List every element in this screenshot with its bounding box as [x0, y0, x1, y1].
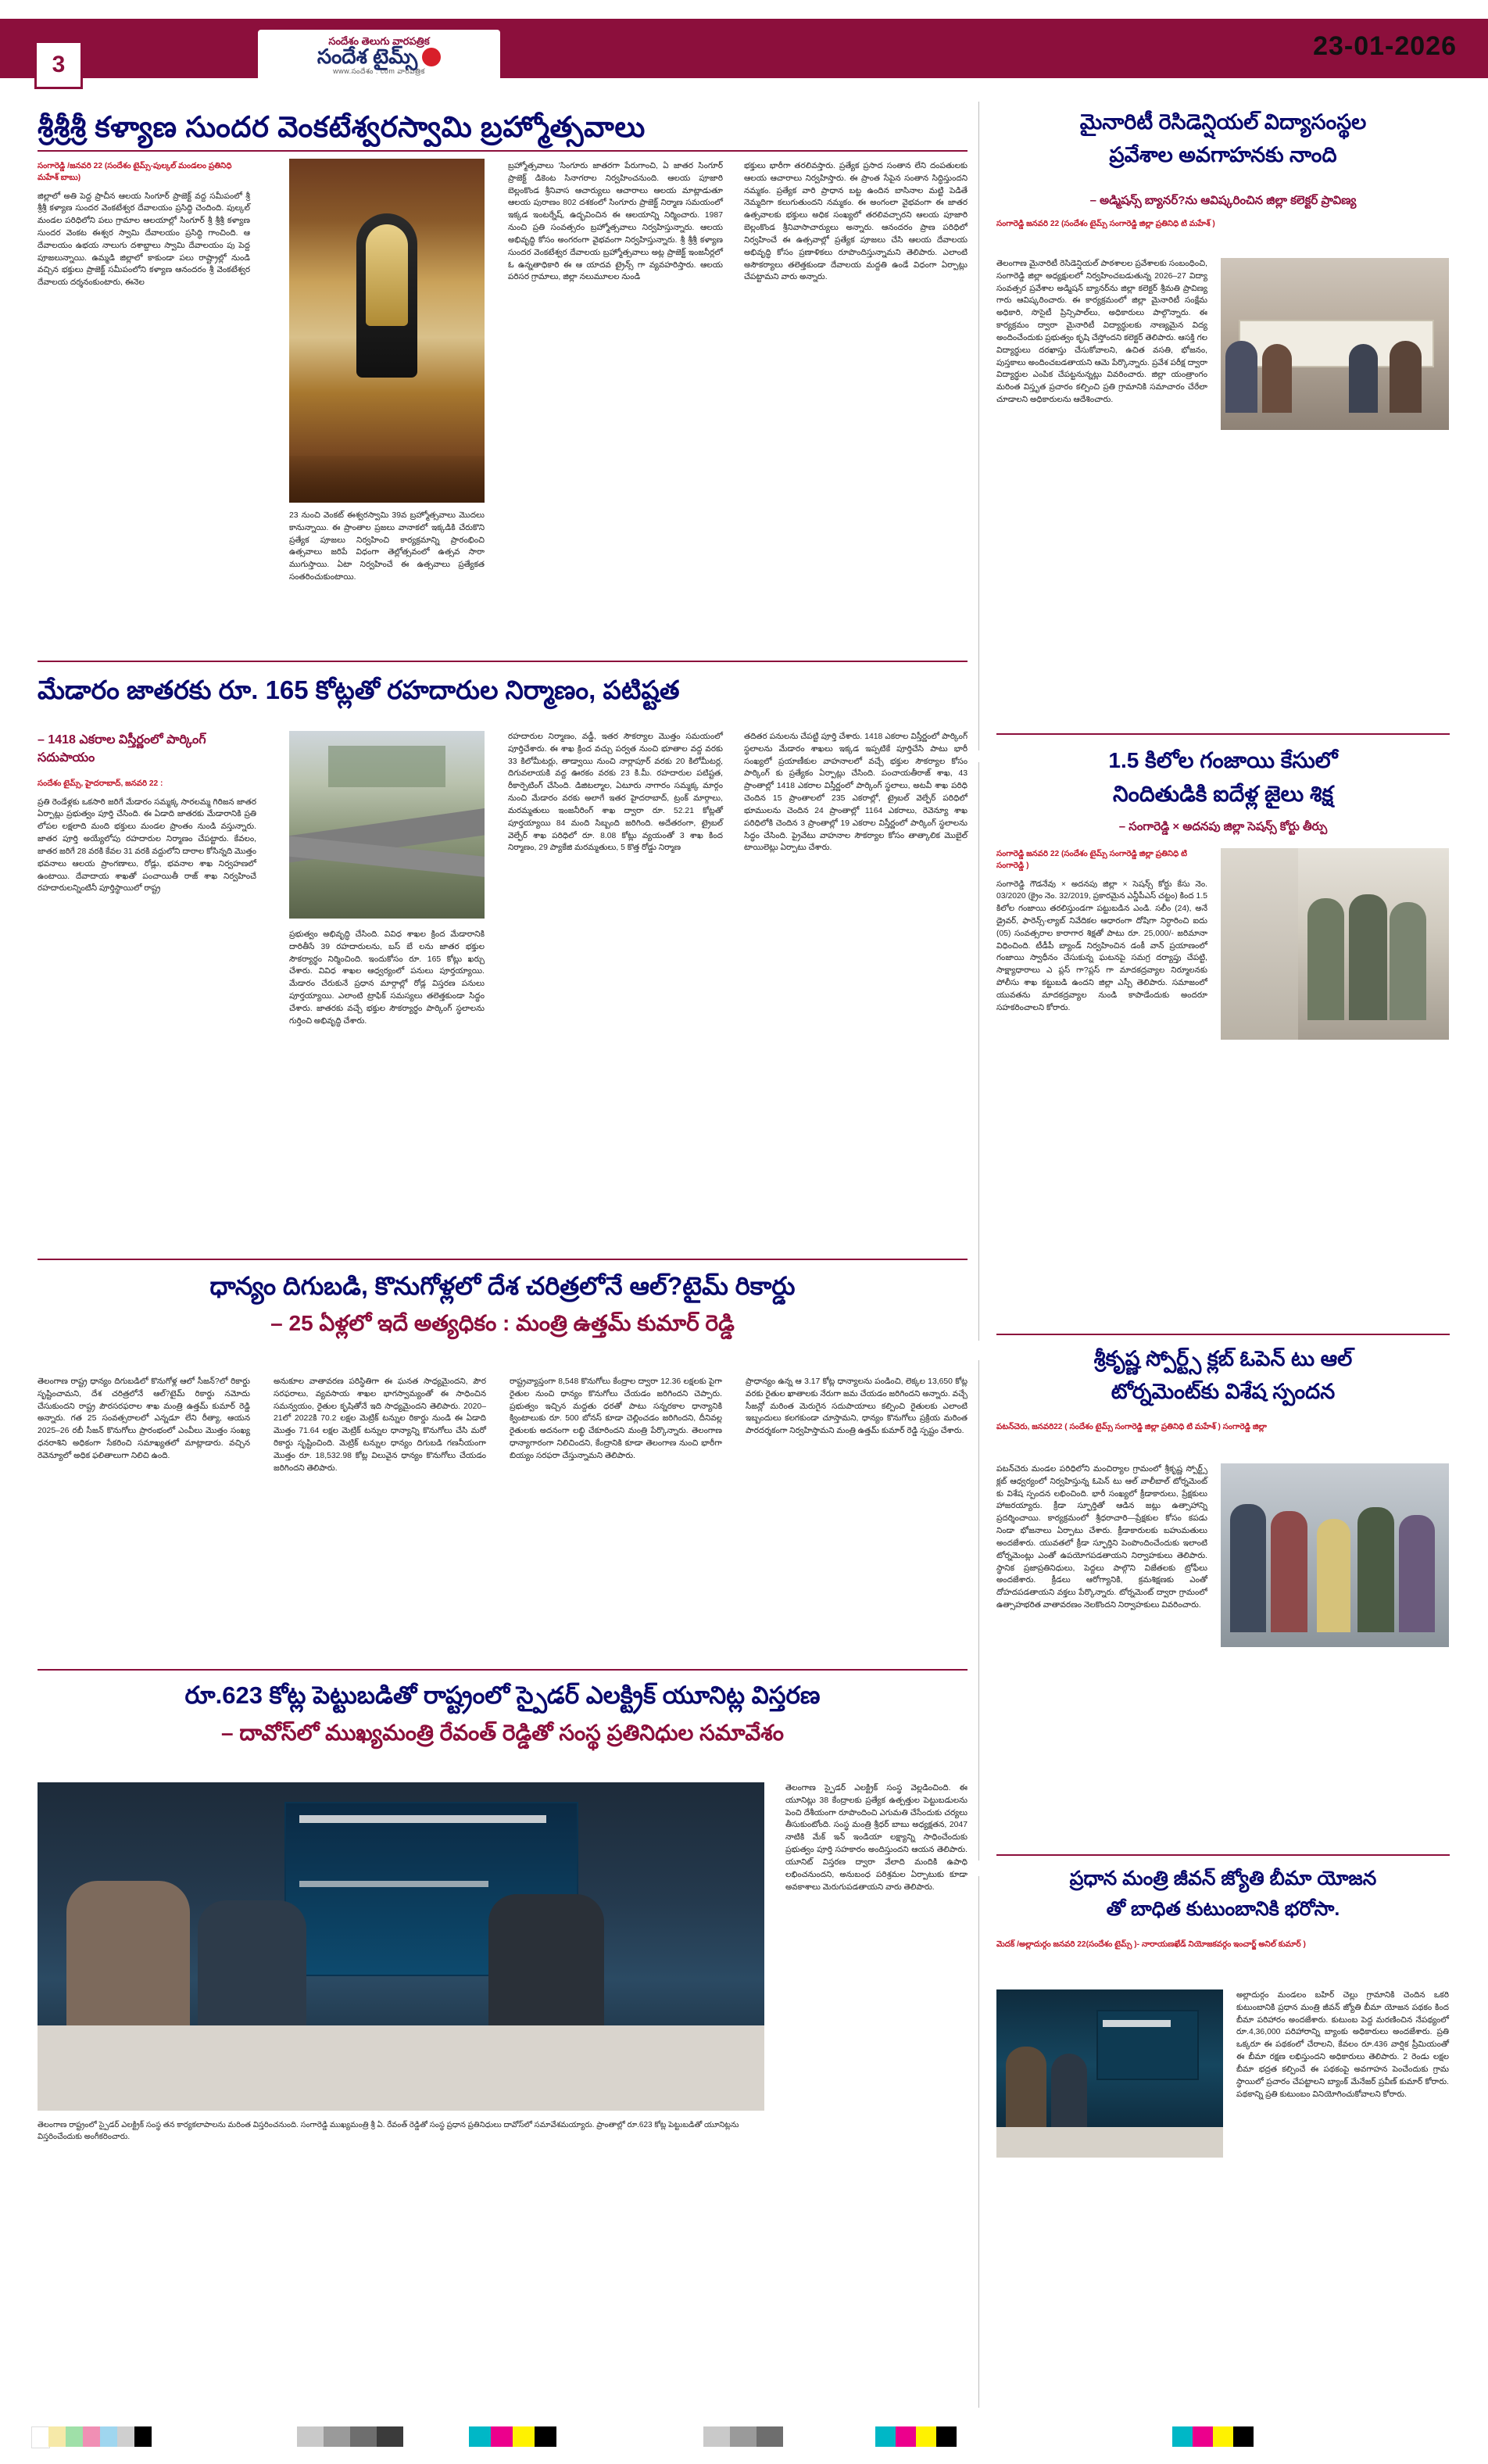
section-rule-1 — [38, 661, 968, 662]
sports-headline-2: టోర్నమెంట్‌కు విశేష స్పందన — [1111, 1379, 1336, 1403]
column-divider-2 — [978, 762, 979, 1341]
swatch-m2-1 — [469, 2426, 491, 2447]
jeevan-body: అల్లాదుర్గం మండలం బహిర్ చెల్లు గ్రామానికి చెందిన ఒకరి కుటుంబానికి ప్రధాన మంత్రి జీవన్ జ్యోతి బీమా యోజన పథకం కింద బీమా పరిహారం అందజేశారు. కుటుంబ పెద్ద మరణించిన నేపథ్యంలో రూ.4,36,000 పరిహారాన్ని బ్యాంకు అధికారులు అందజేశారు. ప్రతి ఒక్కరూ ఈ పథకంలో చేరాలని, కేవలం రూ.436 వార్షిక ప్రీమియంతో ఈ బీమా రక్షణ లభిస్తుందని అధికారులు తెలిపారు. 2 రెండు లక్షల బీమా భద్రత కల్పించే ఈ పథకంపై అవగాహన పెంచేందుకు గ్రామ స్థాయిలో ప్రచారం చేపట్టాలని బ్యాంక్ మేనేజర్ ప్రవీణ్ కుమార్ కోరారు. పథకాన్ని ప్రతి కుటుంబం వినియోగించుకోవాలని కోరారు. — [1236, 1991, 1449, 2099]
dhanyam-col3: రాష్ట్రవ్యాప్తంగా 8,548 కొనుగోలు కేంద్రాల ద్వారా 12.36 లక్షలకు పైగా రైతుల నుంచి ధాన్యం కొనుగోలు చేయడం జరిగిందని చెప్పారు. ప్రభుత్వం ఇచ్చిన మద్దతు ధరతో పాటు సన్నరకాల ధాన్యానికి క్వింటాలుకు రూ. 500 బోనస్ కూడా చెల్లించడం జరిగిందని, దీనివల్ల రైతులకు అదనంగా లబ్ధి చేకూరిందని మంత్రి పేర్కొన్నారు. తెలంగాణ ధాన్యాగారంగా నిలిచిందని, కేంద్రానికి కూడా తెలంగాణ నుంచి భారీగా బియ్యం సరఫరా చేస్తున్నామని తెలిపారు. — [510, 1377, 722, 1460]
ganja-police-photo — [1221, 848, 1449, 1040]
swatch-r-1 — [875, 2426, 896, 2447]
swatch-m1-1 — [297, 2426, 324, 2447]
registration-color-bars — [0, 2426, 1488, 2447]
minority-headline-2: ప్రవేశాల అవగాహనకు నాంది — [1109, 142, 1337, 167]
swatch-l-4 — [83, 2426, 100, 2447]
swatch-m2-3 — [513, 2426, 535, 2447]
swatch-m1-3 — [350, 2426, 377, 2447]
ganja-credit: సంగారెడ్డి జనవరి 22 (సందేశం టైమ్స్ సంగారెడ్డి జిల్లా ప్రతినిధి టి సంగారెడ్డి ) — [996, 850, 1187, 871]
issue-date: 23-01-2026 — [1313, 31, 1457, 61]
swatch-r-8 — [1233, 2426, 1254, 2447]
medaram-credit: సందేశం టైమ్స్, హైదరాబాద్, జనవరి 22 : — [38, 779, 163, 789]
venkateswara-col2: 23 నుంచి వెంకట్ ఈశ్వరస్వామి 39వ బ్రహ్మోత్సవాలు మొదలు కానున్నాయి. ఈ ప్రాంతాల ప్రజలు వానాకలో ఇక్కడికి చేరుకొని ప్రత్యేక పూజలు నిర్వహించి కార్యక్రమాన్ని ప్రారంభించి ఉత్సవాలు జరిపే విధంగా తెల్లోత్సవంలో ఉత్సవ సారా ముగుస్తాయి. ఏటా నిర్వహించే ఈ ఉత్సవాలు ప్రత్యేకత సంతరించుకుంటాయి. — [289, 511, 485, 582]
swatch-r-6 — [1193, 2426, 1213, 2447]
ganja-headline-1: 1.5 కిలోల గంజాయి కేసులో — [1108, 748, 1338, 772]
swatch-r-5 — [1172, 2426, 1193, 2447]
spider-headline-1: రూ.623 కోట్ల పెట్టుబడితో రాష్ట్రంలో స్పైడర్ ఎలక్ట్రిక్ యూనిట్ల విస్తరణ — [184, 1681, 821, 1709]
sports-credit: పటన్‌చెరు, జనవరి22 ( సందేశం టైమ్స్ సంగారెడ్డి జిల్లా ప్రతినిధి టి మహేశ్ ) సంగారెడ్డి జిల్లా — [996, 1423, 1267, 1431]
swatch-m2-2 — [491, 2426, 513, 2447]
ganja-body: సంగారెడ్డి గౌడనేవు × అదనపు జిల్లా × సెషన్స్ కోర్టు కేసు నెం. 03/2020 (క్రైం నెం. 32/2019, ప్రకారమైన ఎన్డీపీఎస్ చట్టం) కింద 1.5 కిలోల గంజాయి తరలిస్తుండగా పట్టుబడిన ఎండి. సలీం (24), అనే డ్రైవర్, ఫారెన్స్-ల్యాబ్ నివేదికల ఆధారంగా దోషిగా నిర్ధారించి ఐదు (05) సంవత్సరాల కారాగార శిక్షతో పాటు రూ. 25,000/- జరిమానా విధించింది. టీడీపీ బ్యాండ్ నిర్వహించిన డంకీ వాన్ ప్రయాణంలో గంజాయి స్వాధీనం చేసుకున్న ఘటనపై సమగ్ర దర్యాప్తు చేపట్టి, సాక్ష్యాధారాలు ఎ ప్లస్ గా?ప్లస్ గా మాదకద్రవ్యాల నిర్మూలనకు పోలీసు శాఖ కట్టుబడి ఉందని జిల్లా ఎస్పీ తెలిపారు. సమాజంలో యువతను మాదకద్రవ్యాల నుండి కాపాడేందుకు అందరూ సహకరించాలని కోరారు. — [996, 879, 1207, 1012]
minority-event-photo — [1221, 258, 1449, 430]
venkateswara-col1: జిల్లాలో అతి పెద్ద ప్రాచీన ఆలయ సింగూర్ ప్రాజెక్ట్ వద్ద సమీపంలో శ్రీ శ్రీశ్రీ కళ్యాణ సుందర వెంకటేశ్వర దేవాలయం ప్రసిద్ధి చెందింది. పుల్కల్ మండల పరిధిలోని పలు గ్రామాల ఆలయాల్లో సింగూర్ శ్రీ శ్రీశ్రీ కళ్యాణ సుందర వెంకట ఈశ్వర స్వామి దేవాలయం ప్రసిద్ధి గాంచింది. ఆ దేవాలయం ఉభయ నాలుగు దశాబ్దాలు స్వామి దేవాలయం పు పెద్ద పూజలున్నాయి. ఉమ్మడి జిల్లాలో కాకుండా పలు రాష్ట్రాల్లో నుండి వచ్చిన భక్తులు ప్రాజెక్ట్ సమీపంలోని కళ్యాణ ఆనందరం శ్రీ వెంకటేశ్వర దేవాలయ దర్శనంకుంటారు, ఈనెల — [38, 192, 250, 288]
swatch-r-4 — [936, 2426, 957, 2447]
minority-subhead: – అడ్మిషన్స్ బ్యానర్?ను ఆవిష్కరించిన జిల్లా కలెక్టర్ ప్రావిణ్య — [1089, 194, 1357, 207]
logo-main-text: సందేశ టైమ్స్ — [317, 45, 418, 69]
jeevan-headline-2: తో బాధిత కుటుంబానికి భరోసా. — [1106, 1898, 1340, 1921]
swatch-r-3 — [916, 2426, 936, 2447]
spider-headline-2: – దావోస్‌లో ముఖ్యమంత్రి రేవంత్ రెడ్డితో సంస్థ ప్రతినిధుల సమావేశం — [221, 1720, 784, 1745]
masthead — [0, 0, 1488, 91]
column-divider-1 — [978, 102, 979, 750]
minority-body: తెలంగాణ మైనారిటీ రెసిడెన్షియల్ పాఠశాలల ప్రవేశాలకు సంబంధించి, సంగారెడ్డి జిల్లా అధ్యక్షులలో నిర్వహించబడుతున్న 2026–27 విద్యా సంవత్సర ప్రవేశాల అడ్మిషన్ బ్యానర్‌ను జిల్లా కలెక్టర్ శ్రీమతి ప్రావిణ్య గారు ఆవిష్కరించారు. ఈ కార్యక్రమంలో జిల్లా మైనారిటీ సంక్షేమ అధికారి, సొసైటీ ప్రిన్సిపాల్‌లు, అధికారులు పాల్గొన్నారు. ఈ కార్యక్రమం ద్వారా మైనారిటీ విద్యార్థులకు నాణ్యమైన విద్య అందించేందుకు ప్రభుత్వం కృషి చేస్తోందని కలెక్టర్ తెలిపారు. ఆసక్తి గల విద్యార్థులు దరఖాస్తు చేసుకోవాలని, ఉచిత వసతి, భోజనం, పుస్తకాలు అందించబడతాయని ఆమె పేర్కొన్నారు. ప్రవేశ పరీక్ష ద్వారా విద్యార్థుల ఎంపిక చేపట్టనున్నట్లు వివరించారు. జిల్లా యంత్రాంగం మరింత విస్తృత ప్రచారం కల్పించి ప్రతి గ్రామానికి సమాచారం చేరేలా చూడాలని అధికారులను ఆదేశించారు. — [996, 260, 1207, 404]
swatch-m3-2 — [730, 2426, 757, 2447]
swatch-l-3 — [66, 2426, 83, 2447]
spider-photo-caption: తెలంగాణ రాష్ట్రంలో స్పైడర్ ఎలక్ట్రిక్ సంస్థ తన కార్యకలాపాలను మరింత విస్తరించనుంది. సంగారెడ్డి ముఖ్యమంత్రి శ్రీ ఏ. రేవంత్ రెడ్డితో సంస్థ ప్రధాన ప్రతినిధులు దావోస్‌లో సమావేశమయ్యారు. ప్రాంతాల్లో రూ.623 కోట్ల పెట్టుబడితో యూనిట్లను విస్తరించేందుకు అంగీకరించారు. — [38, 2121, 739, 2141]
swatch-l-7 — [134, 2426, 152, 2447]
swatch-l-2 — [48, 2426, 66, 2447]
venkateswara-headline: శ్రీశ్రీశ్రీ కళ్యాణ సుందర వెంకటేశ్వరస్వామి బ్రహ్మోత్సవాలు — [38, 111, 646, 143]
swatch-l-5 — [100, 2426, 117, 2447]
medaram-col4: తదితర పనులను చేపట్టి పూర్తి చేశారు. 1418 ఎకరాల విస్తీర్ణంలో పార్కింగ్ స్థలాలను మేడారం శాఖలు ఇక్కడ ఇప్పటికే పూర్తిచేసి పాటు భారీ సంఖ్యలో ప్రయాణీకుల వాహనాలలో వచ్చే భక్తుల సౌకర్యాల కోసం పార్కింగ్ కు ప్రత్యేకం ఏర్పాట్లు చేసింది. పంచాయతీరాజ్ శాఖ, 43 ప్రాంతాల్లో 1418 ఎకరాల విస్తీర్ణంలో పార్కింగ్ స్థలాలు, అటవీ శాఖ పరిధి చెందిన 15 ప్రాంతాలలో 235 ఎకరాల్లో, ట్రైబల్ వెల్ఫేర్ పరిధిలో భూములను చెందిన 24 ప్రాంతాల్లో 1164 ఎకరాలు, రెవెన్యూ శాఖ పరిధిలోకి చెందిన 3 ప్రాంతాల్లో 19 ఎకరాల విస్తీర్ణంలో పార్కింగ్ స్థలాలను సిద్ధం చేసింది. ప్రైవేటు వాహనాల సౌకర్యాల కోసం తాత్కాలిక మొబైల్ టాయిలెట్లు ఏర్పాటు చేశారు. — [744, 732, 968, 853]
logo-top-text: సందేశం తెలుగు వారపత్రిక — [328, 34, 430, 47]
medaram-col2: ప్రభుత్వం అభివృద్ధి చేసింది. వివిధ శాఖల క్రింద మేడారానికి దారితీసే 39 రహదారులను, బస్ బే లను జాతర భక్తుల సౌకర్యార్థం నిర్మించింది. ఇందుకోసం రూ. 165 కోట్లు ఖర్చు చేశారు. వివిధ శాఖల ఆధ్వర్యంలో పనులు పూర్తయ్యాయి. మేడారం చేరుకునే ప్రధాన మార్గాల్లో రోడ్ల విస్తరణ పనులు పూర్తయ్యాయి. ఎలాంటి ట్రాఫిక్ సమస్యలు తలెత్తకుండా సిద్ధం చేశారు. జాతరకు వచ్చే భక్తుల సౌకర్యార్థం పార్కింగ్ స్థలాలను గుర్తించి అభివృద్ధి చేశారు. — [289, 930, 485, 1026]
logo-dot-icon — [422, 48, 441, 66]
section-rule-r2 — [996, 1334, 1450, 1335]
swatch-m1-2 — [324, 2426, 350, 2447]
dhanyam-headline-2: – 25 ఏళ్లలో ఇదే అత్యధికం : మంత్రి ఉత్తమ్ కుమార్ రెడ్డి — [270, 1311, 735, 1335]
masthead-bar — [0, 19, 1488, 73]
publication-logo — [258, 30, 500, 81]
spider-meeting-photo — [38, 1782, 764, 2111]
venkateswara-credit: సంగారెడ్డి /జనవరి 22 (సందేశం టైమ్స్-పుల్కల్ మండలం ప్రతినిధి మహేశ్ బాబు) — [38, 162, 232, 183]
dhanyam-col4: ప్రాధాన్యం ఉన్న ఆ 3.17 కోట్ల ధాన్యాలను పండించి, లెక్కల 13,650 కోట్ల వరకు రైతుల ఖాతాలకు నేరుగా జమ చేయడం జరిగిందని అన్నారు. వచ్చే సీజన్లో మరింత మెరుగైన సదుపాయాలు కల్పించి రైతులకు ఎలాంటి ఇబ్బందులు కలగకుండా చూస్తామని, ధాన్యం కొనుగోలు ప్రక్రియ మరింత పారదర్శకంగా నిర్వహిస్తామని మంత్రి ఉత్తమ్ కుమార్ రెడ్డి స్పష్టం చేశారు. — [746, 1377, 968, 1436]
swatch-m1-4 — [377, 2426, 403, 2447]
masthead-bar-2 — [0, 73, 1488, 78]
page-number: 3 — [34, 41, 83, 89]
column-divider-3 — [978, 1360, 979, 1861]
section-rule-r1 — [996, 733, 1450, 735]
dhanyam-col2: అనుకూల వాతావరణ పరిస్థితిగా ఈ ఘనత సాధ్యమైందని, పౌర సరఫరాలు, వ్యవసాయ శాఖల భాగస్వామ్యంతో ఈ సాధించిన సమన్వయం, రైతుల కృషితోనే ఇది సాధ్యమైందని తెలిపారు. 2020–21లో 2022కి 70.2 లక్షల మెట్రిక్ టన్నుల రికార్డు నుండి ఈ ఏడాది మొత్తం 71.64 లక్షల మెట్రిక్ టన్నుల ధాన్యాన్ని కొనుగోలు చేసి మరో రికార్డు సృష్టించింది. మెట్రిక్ టన్నుల ధాన్యం దిగుబడి గణనీయంగా మొత్తం రూ. 18,532.98 కోట్ల విలువైన ధాన్యం కొనుగోలు చేయడం జరిగిందని తెలిపారు. — [274, 1377, 486, 1473]
swatch-r-7 — [1213, 2426, 1233, 2447]
swatch-l-1 — [31, 2426, 50, 2448]
minority-headline-1: మైనారిటీ రెసిడెన్షియల్ విద్యాసంస్థల — [1079, 110, 1367, 134]
venkateswara-col3: బ్రహ్మోత్సవాలు 'సింగూరు జాతరగా పేరుగాంచి, ఏ జాతర సింగూర్ ప్రాజెక్ట్ డికెంట సినాగరాల నిర్వహించనుంది. ఆలయ పూజారి బెల్లంకొండ శ్రీనివాస ఆచార్యులు ఆచారాలు ఆలయ మాట్లాడుతూ ఆలయ పురాణం 802 దశకంలో సింగూరు ప్రాజెక్ట్ నిర్మాణ సమయంలో ఇక్కడ ఇంటర్నేష్, ఉద్భవించిన ఈ ఆలయాన్ని నిర్మించారు. 1987 నుంచి ప్రతి సంవత్సరం బ్రహ్మోత్సవాలు నిర్వహిస్తున్నారు. ఆలయ అభివృద్ధి కోసం అంగరంగా వైభవంగా నిర్వహిస్తున్నారు. శ్రీ శ్రీశ్రీ కళ్యాణ సుందర వెంకటేశ్వర దేవాలయ బ్రహ్మోత్సవాలు అట్ల ప్రాజెక్ట్ ఇంజనీర్లలో ఓ ఉన్నతాధికారి ఈ ఆ యాదవ ట్రైన్స్ గా వ్యవహరిస్తారు. ఆలయ పరిసర గ్రామాలు, జిల్లా నలుమూలల నుండి — [508, 162, 723, 282]
spider-col-text: తెలంగాణ స్పైడర్ ఎలక్ట్రిక్ సంస్థ వెల్లడించింది. ఈ యూనిట్లు 38 కేంద్రాలకు ప్రత్యేక ఉత్పత్తుల పెట్టుబడులను పెంచి దేశీయంగా రూపొందించి ఎగుమతి చేసేందుకు చర్యలు తీసుకుంటోంది. సంస్థ మంత్రి శ్రీధర్ బాబు అధ్యక్షతన, 2047 నాటికి మేక్ ఇన్ ఇండియా లక్ష్యాన్ని సాధించేందుకు ప్రభుత్వం పూర్తి సహకారం అందిస్తుందని ఆయన తెలిపారు. యూనిట్ విస్తరణ ద్వారా వేలాది మందికి ఉపాధి లభించనుందని, అనుబంధ పరిశ్రమల ఏర్పాటుకు కూడా అవకాశాలు మెరుగుపడతాయని వారు తెలిపారు. — [785, 1784, 968, 1892]
swatch-r-2 — [896, 2426, 916, 2447]
jeevan-credit: మెదక్ /అల్లాదుర్గం జనవరి 22(సందేశం టైమ్స్ )- నారాయణఖేడ్ నియోజకవర్గం ఇంచార్జ్ అనిల్ కుమార్ ) — [996, 1940, 1306, 1949]
medaram-subhead: – 1418 ఎకరాల విస్తీర్ణంలో పార్కింగ్ సదుపాయం — [38, 733, 206, 765]
dhanyam-col1: తెలంగాణ రాష్ట్ర ధాన్యం దిగుబడిలో కొనుగోళ్ల ఆలో సీజన్?లో రికార్డు సృష్టించామని, దేశ చరిత్రలోనే ఆల్?టైమ్ రికార్డు నమోదు చేసుకుందని రాష్ట్ర పౌరసరఫరాల శాఖ మంత్రి ఉత్తమ్ కుమార్ రెడ్డి అన్నారు. గత 25 సంవత్సరాలలో ఎన్నడూ లేని రీత్యా, ఆయన 2025–26 రబీ సీజన్ కొనుగోలు ప్రారంభంలో ఎంవీలు మొత్తం సంఖ్య ధనరాశిని అధికంగా సేకరించి సమాఖ్యతలో మాట్లాడారు. వచ్చిన రెవెన్యూలో అధిక ఫలితాలుగా నిలిచి ఉంది. — [38, 1377, 250, 1460]
headline-rule — [38, 150, 968, 152]
ganja-headline-2: నిందితుడికి ఐదేళ్ల జైలు శిక్ష — [1113, 782, 1333, 806]
venkateswara-col4: భక్తులు భారీగా తరలివస్తారు. ప్రత్యేక ప్రసాద సంతాన లేని దంపతులకు ఆలయ ఆచారాలు నిర్వహిస్తారు. ఈ ప్రాంత సేపైన సంతాన సిద్ధిస్తుందని నమ్మకం. ప్రత్యేక వారి ప్రాధాన బట్ట ఉందిన బాసినాల మట్టి పెడితే నెమ్మదిగా కలుగుతుందని నమ్మకం. ఈ అంగంలా వైభవంగా ఈ జాతర ఉత్సవాలకు భక్తులు అధిక సంఖ్యలో తరలివచ్చారని ఆలయ పూజారి బెల్లంకొండ శ్రీనివాసాచార్యులు అన్నారు. ఆనందరం ప్రాణ పరిధిలో నిర్వహించే ఈ ఉత్సవాల్లో ప్రత్యేక పూజలు చేసి ఆలయ దేవాలయ అభివృద్ధి కోసం ప్రణాళికలు రూపొందిస్తున్నామని తెలిపారు. ఎలాంటి అసౌకర్యాలు తలెత్తకుండా దేవాలయ మద్దతి ఉండే విధంగా ఏర్పాట్లు చేపట్టామని వారు అన్నారు. — [744, 162, 968, 282]
sports-headline-1: శ్రీకృష్ణ స్పోర్ట్స్ క్లబ్ ఓపెన్ టు ఆల్ — [1093, 1347, 1353, 1370]
section-rule-r3 — [996, 1854, 1450, 1856]
venkateswara-temple-photo — [289, 159, 485, 503]
section-rule-3 — [38, 1669, 968, 1671]
medaram-col3: రహదారుల నిర్మాణం, వడ్డీ, ఇతర సౌకర్యాల మొత్తం సమయంలో పూర్తిచేశారు. ఈ శాఖ క్రింద వచ్చు పర్వత నుంచి భూతాల వద్ద వరకు 33 కిలోమీటర్లు, తాడ్వాయి నుంచి నార్లాపూర్ వరకు 20 కిలోమీటర్ల, దిగువలాయకి వద్ద ఊరకం వరకు 23 కి.మీ. రహదారుల పటిష్టత, రీకార్పెటింగ్ చేసింది. డిజిటల్మాల, ఏటూరు నాగారం సమ్మక్క మార్గం నుంచి మేడారం వరకు అలాగే ఇతర హైదరాబాద్, ట్రంక్ మార్గాలు, మరమ్మతులు ఇంజనీరింగ్ శాఖ ద్వారా రూ. 52.21 కోట్లతో పూర్తయ్యాయి 84 మంది సిబ్బంది జరిగింది. అదేతరంగా, ట్రైబల్ వెల్ఫేర్ శాఖ పరిధిలో రూ. 8.08 కోట్లు వ్యయంతో 3 శాఖ కింద నిర్మాణం, 29 ప్యాకేజి మరమ్మతులు, 5 కొత్త రోడ్డు నిర్మాణ — [508, 732, 723, 853]
dhanyam-headline-1: ధాన్యం దిగుబడి, కొనుగోళ్లలో దేశ చరిత్రలోనే ఆల్?టైమ్ రికార్డు — [209, 1272, 796, 1300]
ganja-subhead: – సంగారెడ్డి × అదనపు జిల్లా సెషన్స్ కోర్టు తీర్పు — [1118, 820, 1328, 833]
section-rule-2 — [38, 1259, 968, 1260]
logo-sub-text: www.సందేశం . com వారపత్రిక — [333, 66, 425, 75]
minority-credit: సంగారెడ్డి జనవరి 22 (సందేశం టైమ్స్ సంగారెడ్డి జిల్లా ప్రతినిధి టి మహేశ్ ) — [996, 219, 1215, 228]
jeevan-handover-photo — [996, 1989, 1223, 2158]
sports-body: పటన్‌చెరు మండల పరిధిలోని మంచిర్యాల గ్రామంలో శ్రీకృష్ణ స్పోర్ట్స్ క్లబ్ ఆధ్వర్యంలో నిర్వహిస్తున్న ఓపెన్ టు ఆల్ వాలీబాల్ టోర్నమెంట్ కు విశేష స్పందన లభించింది. భారీ సంఖ్యలో క్రీడాకారులు, ప్రేక్షకులు హాజరయ్యారు. క్రీడా స్ఫూర్తితో ఆడిన జట్లు ఉత్సాహాన్ని ప్రదర్శించాయి. కార్యక్రమంలో శ్రీధరాచారి—ప్రేక్షకుల కోసం కపడు నిండా భోజనాలు ఏర్పాటు చేశారు. క్రీడాకారులకు బహుమతులు అందజేశారు. యువతలో క్రీడా స్ఫూర్తిని పెంపొందించేందుకు ఇలాంటి టోర్నమెంట్లు ఎంతో ఉపయోగపడతాయని నిర్వాహకులు తెలిపారు. స్థానిక ప్రజాప్రతినిధులు, పెద్దలు పాల్గొని విజేతలకు ట్రోఫీలు అందజేశారు. క్రీడలు ఆరోగ్యానికి, క్రమశిక్షణకు ఎంతో దోహదపడతాయని వక్తలు పేర్కొన్నారు. టోర్నమెంట్ ద్వారా గ్రామంలో ఉత్సాహభరిత వాతావరణం నెలకొందని నిర్వాహకులు వివరించారు. — [996, 1465, 1207, 1610]
swatch-m3-3 — [757, 2426, 783, 2447]
medaram-col1: ప్రతి రెండేళ్లకు ఒకసారి జరిగే మేడారం సమ్మక్క సారలమ్మ గిరిజన జాతర ఏర్పాట్లు ప్రభుత్వం పూర్తి చేసింది. ఈ ఏడాది జాతరకు మేడారానికి ప్రతి లోపల లక్షలాది మంది భక్తులు మండల ప్రాంతం నుండి వస్తున్నారు. జాతర పూర్తి అయ్యేలోపు రహదారుల నిర్మాణం చేపట్టారు. కేవలం, జాతర జరిగే 28 వరకి కేవల 31 వరకి వద్దులోని దారాల కోసిన్నది మొత్తం భవనాలు ఆలయ ప్రాంగణాలు, రోడ్లు, భవనాల శాఖ నిర్వహణలో ఉంటాయి. దేవాదాయ శాఖతో పంచాయితీ రాజ్ శాఖ నిర్వహించే రహదారులన్నింటినీ పూర్తిస్థాయిలో రాష్ట్ర — [38, 797, 256, 894]
column-divider-4 — [978, 1876, 979, 2408]
sports-award-photo — [1221, 1463, 1449, 1647]
swatch-l-6 — [117, 2426, 134, 2447]
jeevan-headline-1: ప్రధాన మంత్రి జీవన్ జ్యోతి బీమా యోజన — [1069, 1868, 1377, 1889]
swatch-m3-1 — [703, 2426, 730, 2447]
medaram-road-photo — [289, 731, 485, 919]
swatch-m2-4 — [535, 2426, 556, 2447]
medaram-headline: మేడారం జాతరకు రూ. 165 కోట్లతో రహదారుల నిర్మాణం, పటిష్టత — [38, 675, 680, 704]
